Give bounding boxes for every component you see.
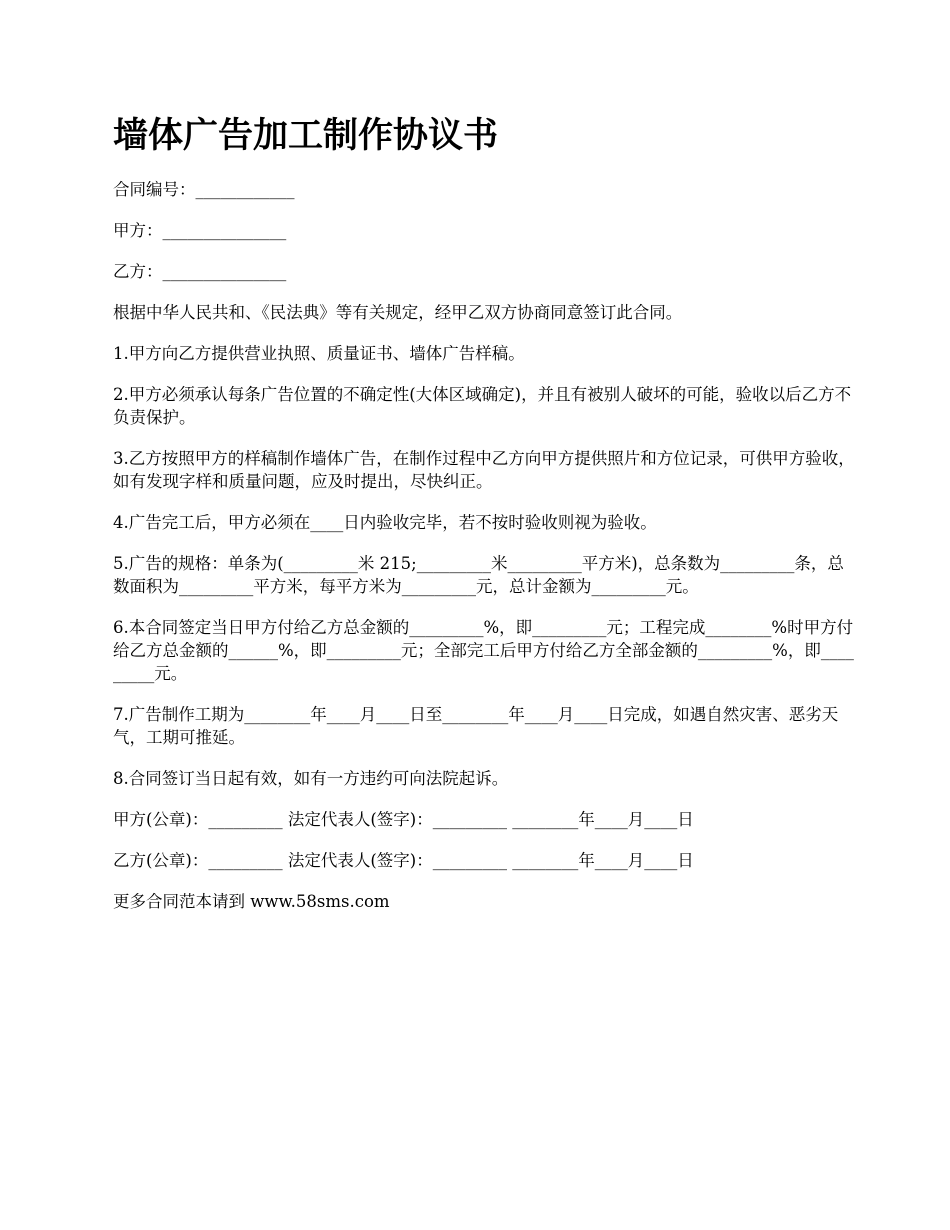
clause-1: 1.甲方向乙方提供营业执照、质量证书、墙体广告样稿。 [113,344,525,363]
clause-6: 6.本合同签定当日甲方付给乙方总金额的_________%，即_________元；工程完成________%时甲方付给乙方总金额的______%，即_________元；全部完工后甲方付给乙方全部金额的_________%，即_________元。 [113,618,854,683]
clause-7: 7.广告制作工期为________年____月____日至________年____月____日完成，如遇自然灾害、恶劣天气，工期可推延。 [113,705,839,747]
contract-document [113,112,858,931]
signature-party-b: 乙方(公章)：_________ 法定代表人(签字)：_________ ________年____月____日 [113,851,694,870]
document-title: 墙体广告加工制作协议书 [113,116,499,156]
clause-8: 8.合同签订当日起有效，如有一方违约可向法院起诉。 [113,769,509,788]
intro-paragraph: 根据中华人民共和、《民法典》等有关规定，经甲乙双方协商同意签订此合同。 [113,303,683,322]
party-b-line: 乙方：_______________ [113,262,287,281]
signature-party-a: 甲方(公章)：_________ 法定代表人(签字)：_________ ________年____月____日 [113,810,694,829]
contract-number-line: 合同编号：____________ [113,180,295,199]
footer-note: 更多合同范本请到 www.58sms.com [113,892,390,911]
clause-5: 5.广告的规格：单条为(_________米 215;_________米_________平方米)，总条数为_________条，总数面积为_________平方米，每平方米为_________元，总计金额为_________元。 [113,554,844,596]
clause-4: 4.广告完工后，甲方必须在____日内验收完毕，若不按时验收则视为验收。 [113,513,657,532]
party-a-line: 甲方：_______________ [113,221,287,240]
clause-3: 3.乙方按照甲方的样稿制作墙体广告，在制作过程中乙方向甲方提供照片和方位记录，可供甲方验收，如有发现字样和质量问题，应及时提出，尽快纠正。 [113,449,855,491]
clause-2: 2.甲方必须承认每条广告位置的不确定性(大体区域确定)，并且有被别人破坏的可能，验收以后乙方不负责保护。 [113,385,852,427]
